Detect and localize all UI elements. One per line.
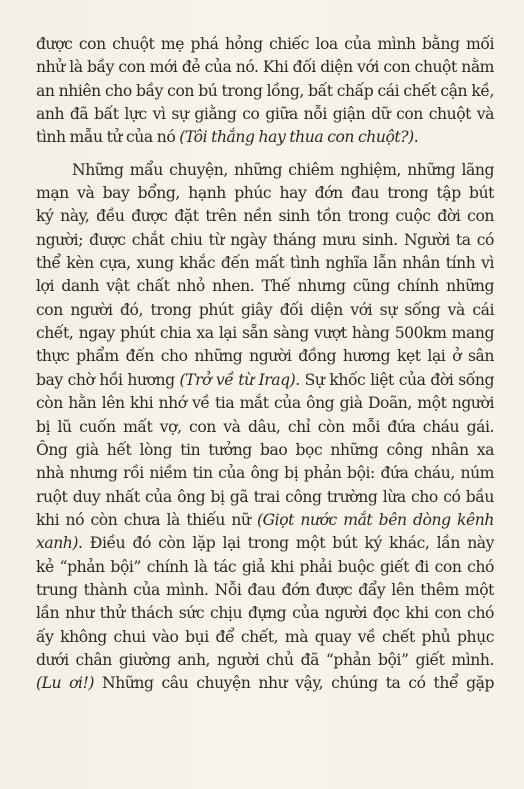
story-title: (Trở về từ Iraq) — [179, 370, 296, 389]
text-line: ruột duy nhất của ông bị gã trai công trường lừa cho có bầu — [36, 487, 494, 506]
text-line: được con chuột mẹ phá hỏng chiếc loa của mình bằng mối — [36, 35, 494, 53]
paragraph-2 — [36, 159, 494, 696]
text-line: anh đã bất lực vì sự giằng co giữa nỗi giận dữ con chuột và — [36, 105, 494, 124]
text-line: mạn và bay bổng, hạnh phúc hay đớn đau trong tập bút — [36, 184, 494, 203]
text-line: còn hằn lên khi nhớ về tia mắt của ông già Doãn, một người — [36, 394, 494, 413]
text-line: nhà nhưng rồi niềm tin của ông bị phản bội: đứa cháu, núm — [36, 464, 494, 483]
text-line: tình mẫu tử của nó (Tôi thắng hay thua con chuột?). — [36, 128, 419, 147]
story-title: xanh) — [36, 534, 79, 553]
story-title: (Tôi thắng hay thua con chuột?) — [179, 128, 414, 147]
text-line: người; được chắt chiu từ ngày tháng mưu sinh. Người ta có — [36, 230, 494, 249]
text-line: an nhiên cho bầy con bú trong lồng, bất chấp cái chết cận kề, — [36, 81, 494, 100]
text-line: kẻ “phản bội” chính là tác giả khi phải buộc giết đi con chó — [36, 557, 494, 576]
text-line: ấy không chui vào bụi để chết, mà quay về chết phủ phục — [36, 627, 494, 646]
text-line: lần như thử thách sức chịu đựng của người đọc khi con chó — [36, 604, 494, 623]
text-line: bị lũ cuốn mất vợ, con và dâu, chỉ còn mỗi đứa cháu gái. — [36, 417, 494, 436]
text-line: (Lu ơi!) Những câu chuyện như vậy, chúng ta có thể gặp — [36, 674, 494, 693]
text-line: ký này, đều được đặt trên nền sinh tồn trong cuộc đời con — [36, 207, 494, 226]
body-text — [36, 33, 494, 696]
text-line: thực phẩm đến cho những người đồng hương kẹt lại ở sân — [36, 347, 494, 366]
text-line: Ông già hết lòng tin tưởng bao bọc những công nhân xa — [36, 440, 494, 459]
text-line: xanh). Điều đó còn lặp lại trong một bút ký khác, lần này — [36, 534, 494, 553]
text-line: khi nó còn chưa là thiếu nữ (Giọt nước mắt bên dòng kênh — [36, 510, 494, 529]
text-line: thể kèn cựa, xung khắc đến mất tình nghĩa lẫn nhân tính vì — [36, 254, 494, 273]
text-line: nhử là bầy con mới đẻ của nó. Khi đối diện với con chuột nằm — [36, 58, 494, 77]
text-line: lợi danh vật chất nhỏ nhen. Thế nhưng cũng chính những — [36, 277, 494, 296]
story-title: (Lu ơi!) — [36, 674, 95, 693]
text-line: bay chờ hồi hương (Trở về từ Iraq). Sự khốc liệt của đời sống — [36, 370, 494, 389]
text-line: Những mẩu chuyện, những chiêm nghiệm, những lãng — [72, 160, 494, 179]
text-line: con người đó, trong phút giây đối diện với sự sống và cái — [36, 300, 494, 319]
text-line: chết, ngay phút chia xa lại sẵn sàng vượt hàng 500km mang — [36, 324, 494, 343]
text-line: trung thành của mình. Nỗi đau đớn được đẩy lên thêm một — [36, 580, 494, 599]
text-line: dưới chân giường anh, người chủ đã “phản bội” giết mình. — [36, 650, 494, 669]
story-title: (Giọt nước mắt bên dòng kênh — [257, 510, 494, 529]
paragraph-1 — [36, 33, 494, 150]
